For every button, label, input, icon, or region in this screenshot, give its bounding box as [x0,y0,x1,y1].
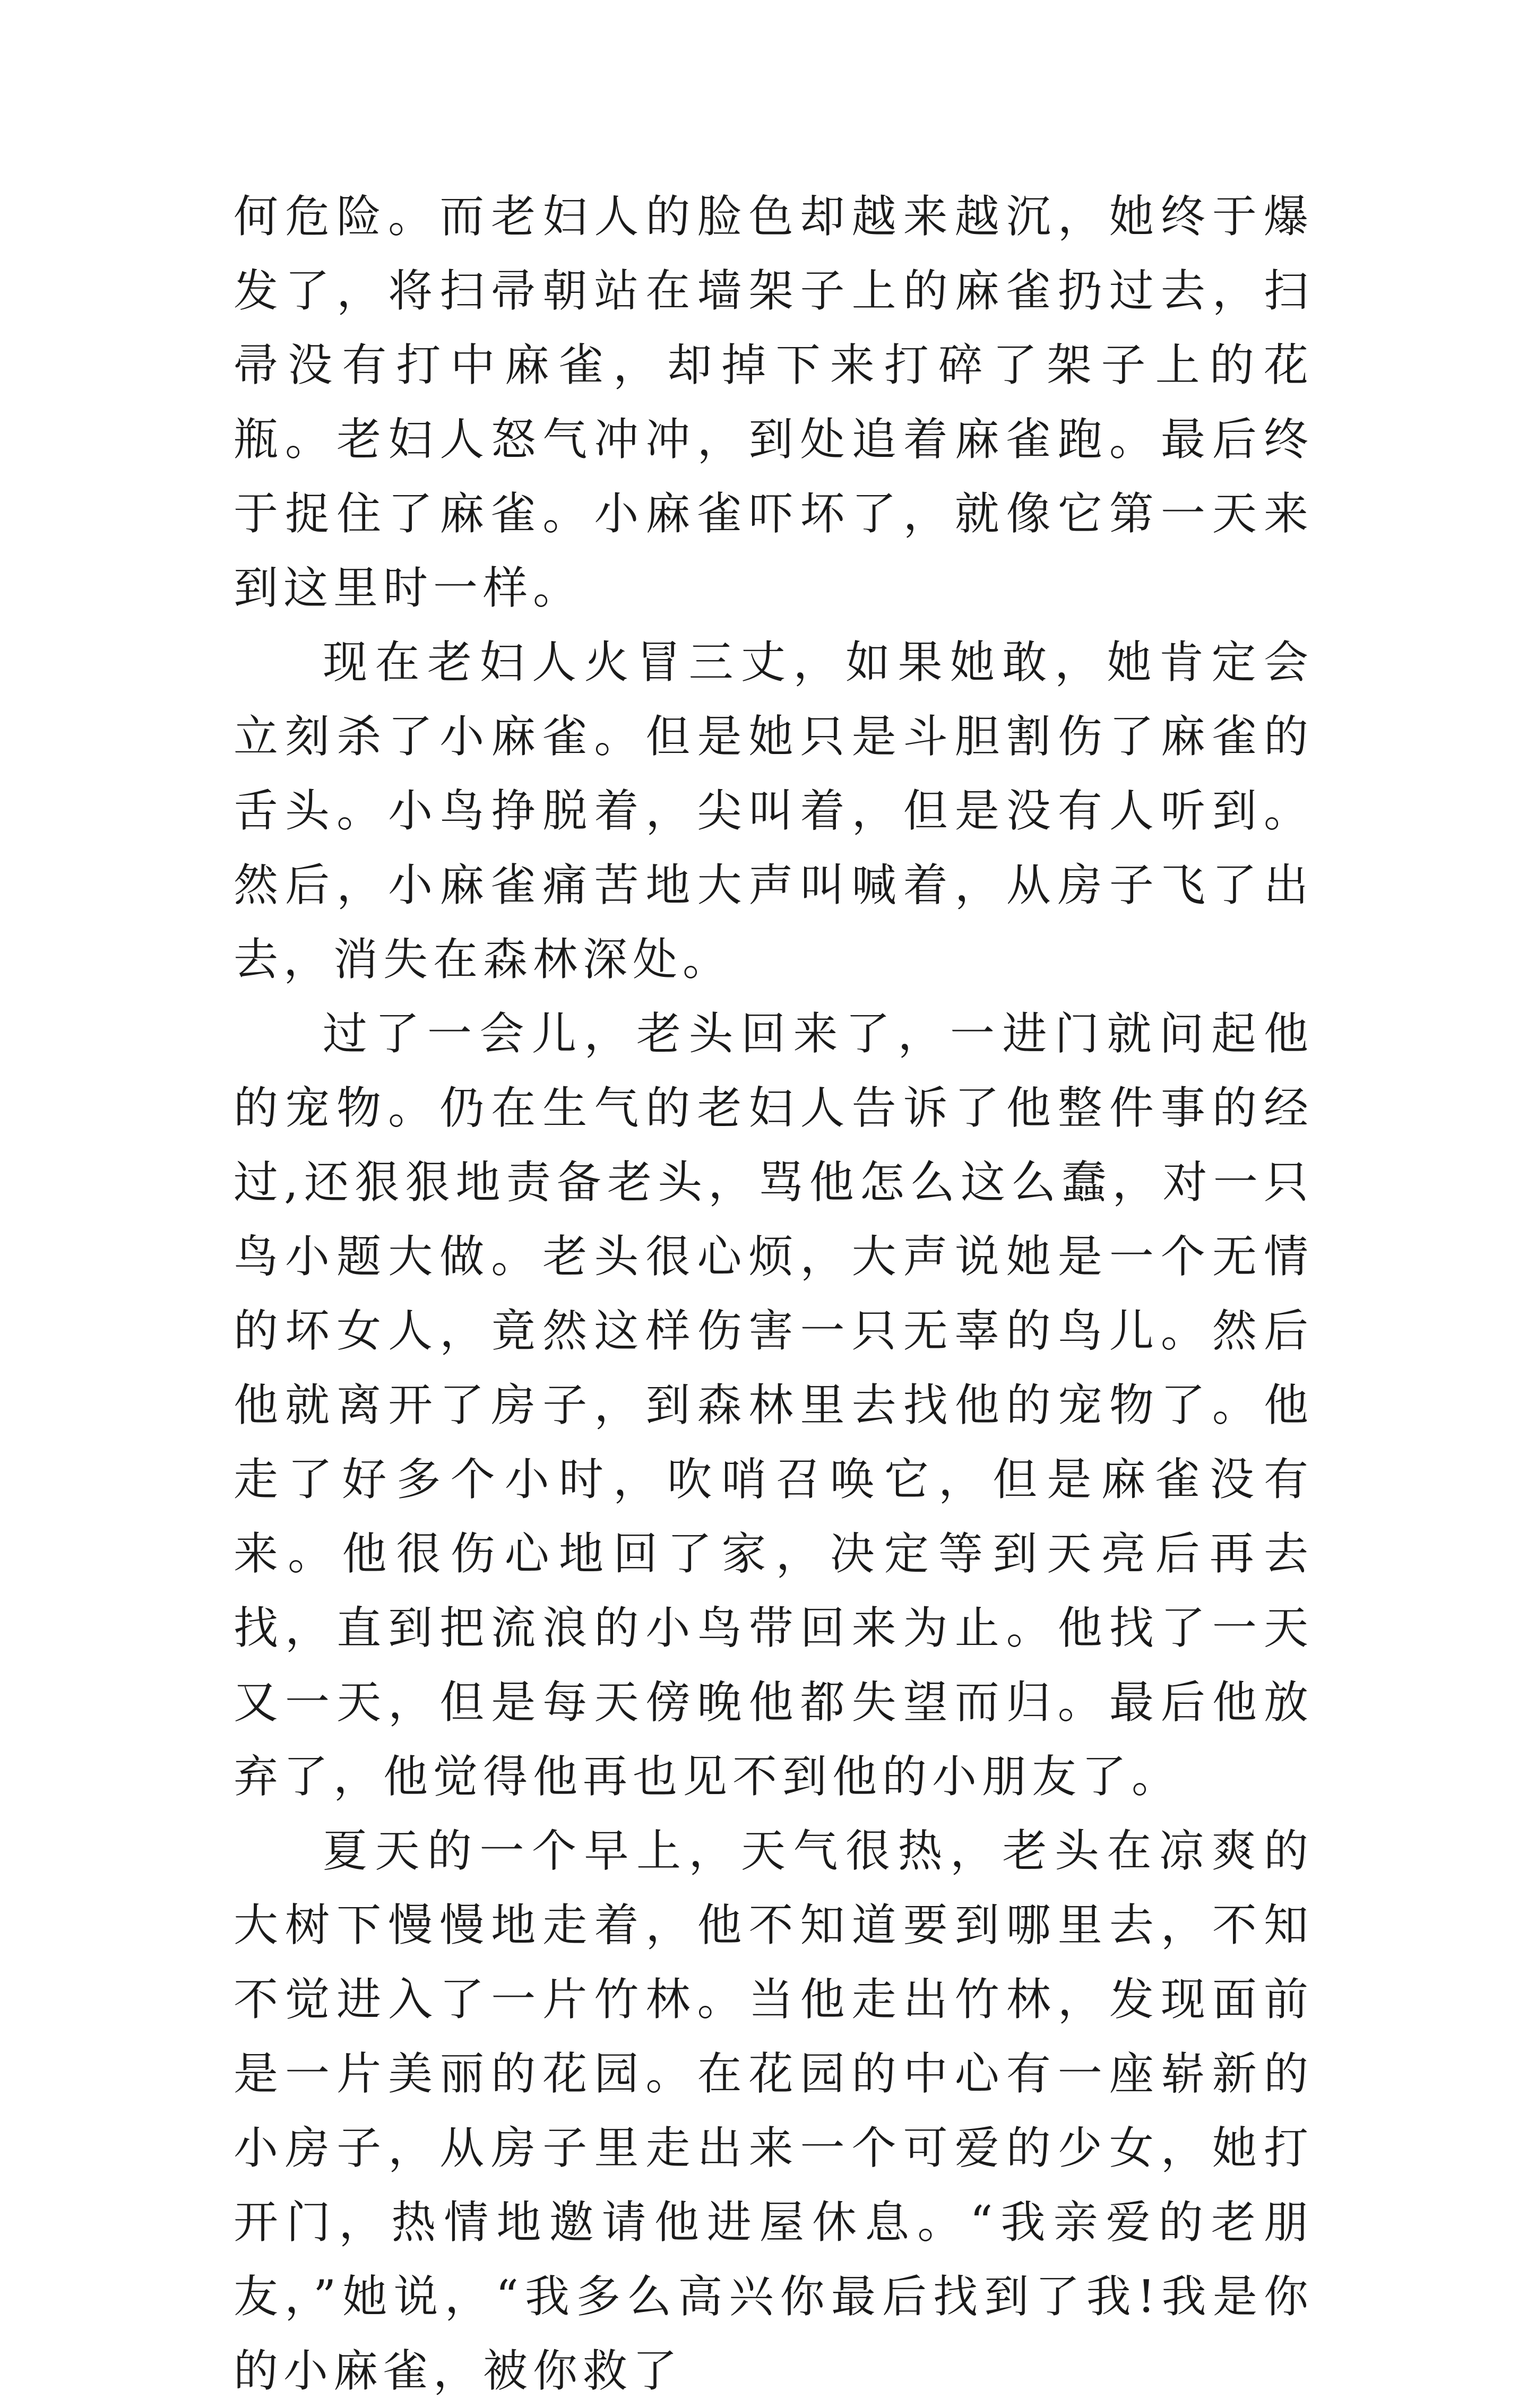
paragraph-4: 夏天的一个早上，天气很热，老头在凉爽的大树下慢慢地走着，他不知道要到哪里去，不知不觉进入了一片竹林。当他走出竹林，发现面前是一片美丽的花园。在花园的中心有一座崭新的小房子，从房子里走出来一个可爱的少女，她打开门，热情地邀请他进屋休息。“我亲爱的老朋友，”她说，“我多么高兴你最后找到了我!我是你的小麻雀，被你救了 [234,1825,1314,2397]
paragraph-3: 过了一会儿，老头回来了，一进门就问起他的宠物。仍在生气的老妇人告诉了他整件事的经过,还狠狠地责备老头，骂他怎么这么蠢，对一只鸟小题大做。老头很心烦，大声说她是一个无情的坏女人，竟然这样伤害一只无辜的鸟儿。然后他就离开了房子，到森林里去找他的宠物了。他走了好多个小时，吹哨召唤它，但是麻雀没有来。他很伤心地回了家，决定等到天亮后再去找，直到把流浪的小鸟带回来为止。他找了一天又一天，但是每天傍晚他都失望而归。最后他放弃了，他觉得他再也见不到他的小朋友了。 [234,1008,1314,1803]
paragraph-2: 现在老妇人火冒三丈，如果她敢，她肯定会立刻杀了小麻雀。但是她只是斗胆割伤了麻雀的舌头。小鸟挣脱着，尖叫着，但是没有人听到。然后，小麻雀痛苦地大声叫喊着，从房子飞了出去，消失在森林深处。 [234,636,1314,985]
body-text [234,179,1314,2408]
paragraph-1: 何危险。而老妇人的脸色却越来越沉，她终于爆发了，将扫帚朝站在墙架子上的麻雀扔过去，扫帚没有打中麻雀，却掉下来打碎了架子上的花瓶。老妇人怒气冲冲，到处追着麻雀跑。最后终于捉住了麻雀。小麻雀吓坏了，就像它第一天来到这里时一样。 [234,190,1314,614]
